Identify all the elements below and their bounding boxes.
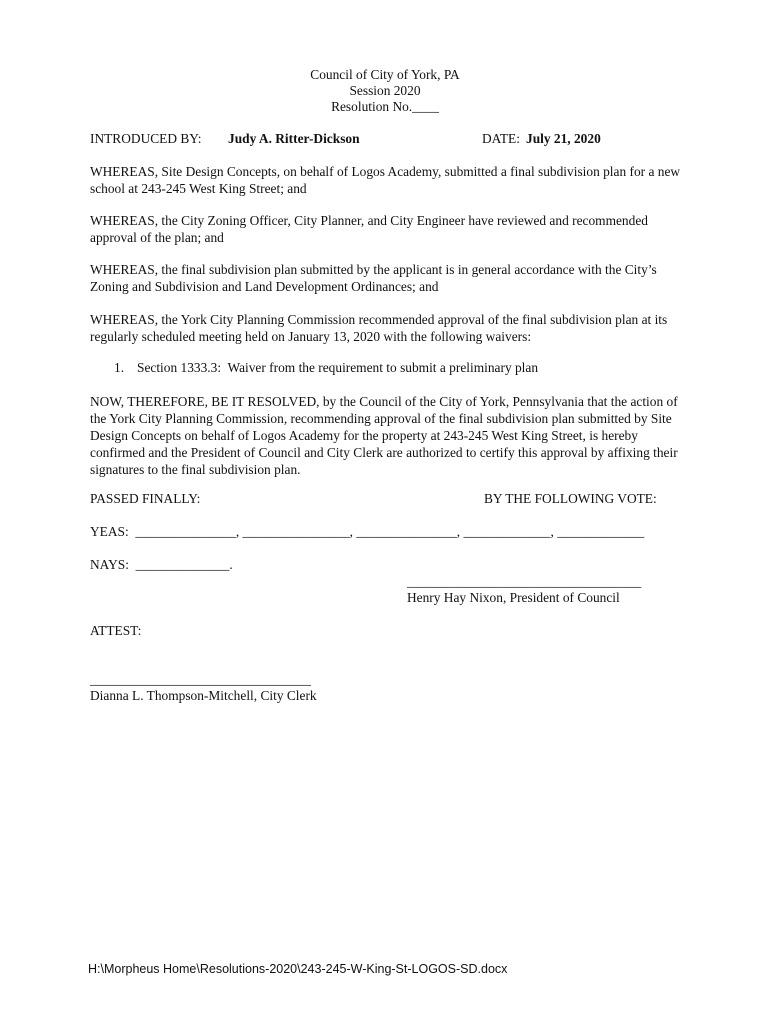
president-signature-line: ___________________________________ — [407, 574, 642, 589]
passed-finally-label: PASSED FINALLY: — [90, 491, 201, 506]
resolution-date: July 21, 2020 — [526, 131, 601, 146]
attest-label: ATTEST: — [90, 623, 142, 638]
header-session: Session 2020 — [349, 83, 421, 98]
clerk-name: Dianna L. Thompson-Mitchell, City Clerk — [90, 688, 317, 703]
nays-line: NAYS: ______________. — [90, 557, 233, 572]
introduced-by-label: INTRODUCED BY: — [90, 131, 202, 146]
header-council: Council of City of York, PA — [310, 67, 460, 82]
vote-label: BY THE FOLLOWING VOTE: — [484, 491, 657, 506]
whereas-paragraph: WHEREAS, the City Zoning Officer, City Planner, and City Engineer have reviewed and recommended approval of the plan; and — [90, 213, 648, 245]
whereas-paragraph: WHEREAS, Site Design Concepts, on behalf of Logos Academy, submitted a final subdivision plan for a new school at 243-245 West King Street; and — [90, 164, 681, 196]
waiver-text: Section 1333.3: Waiver from the requirement to submit a preliminary plan — [137, 360, 539, 375]
yeas-line: YEAS: _______________, ________________, _______________, _____________, _____________ — [90, 524, 645, 539]
resolved-paragraph: NOW, THEREFORE, BE IT RESOLVED, by the Council of the City of York, Pennsylvania that the action of the York City Planning Commission, recommending approval of the final subdivision plan submitted by Site Design Concepts on behalf of Logos Academy for the property at 243-245 West King Street, is hereby confirmed and the President of Council and City Clerk are authorized to certify this approval by affixing their signatures to the final subdivision plan. — [90, 394, 678, 477]
date-label: DATE: — [482, 131, 520, 146]
president-name: Henry Hay Nixon, President of Council — [407, 590, 620, 605]
whereas-paragraph: WHEREAS, the York City Planning Commission recommended approval of the final subdivision plan at its regularly scheduled meeting held on January 13, 2020 with the following waivers: — [90, 312, 668, 344]
footer-file-path: H:\Morpheus Home\Resolutions-2020\243-245-W-King-St-LOGOS-SD.docx — [88, 962, 508, 976]
waiver-number: 1. — [114, 360, 125, 375]
whereas-paragraph: WHEREAS, the final subdivision plan submitted by the applicant is in general accordance with the City’s Zoning and Subdivision and Land Development Ordinances; and — [90, 262, 657, 294]
introducer-name: Judy A. Ritter-Dickson — [228, 131, 360, 146]
header-resolution-number: Resolution No.____ — [331, 99, 439, 114]
clerk-signature-line: _________________________________ — [90, 672, 311, 687]
